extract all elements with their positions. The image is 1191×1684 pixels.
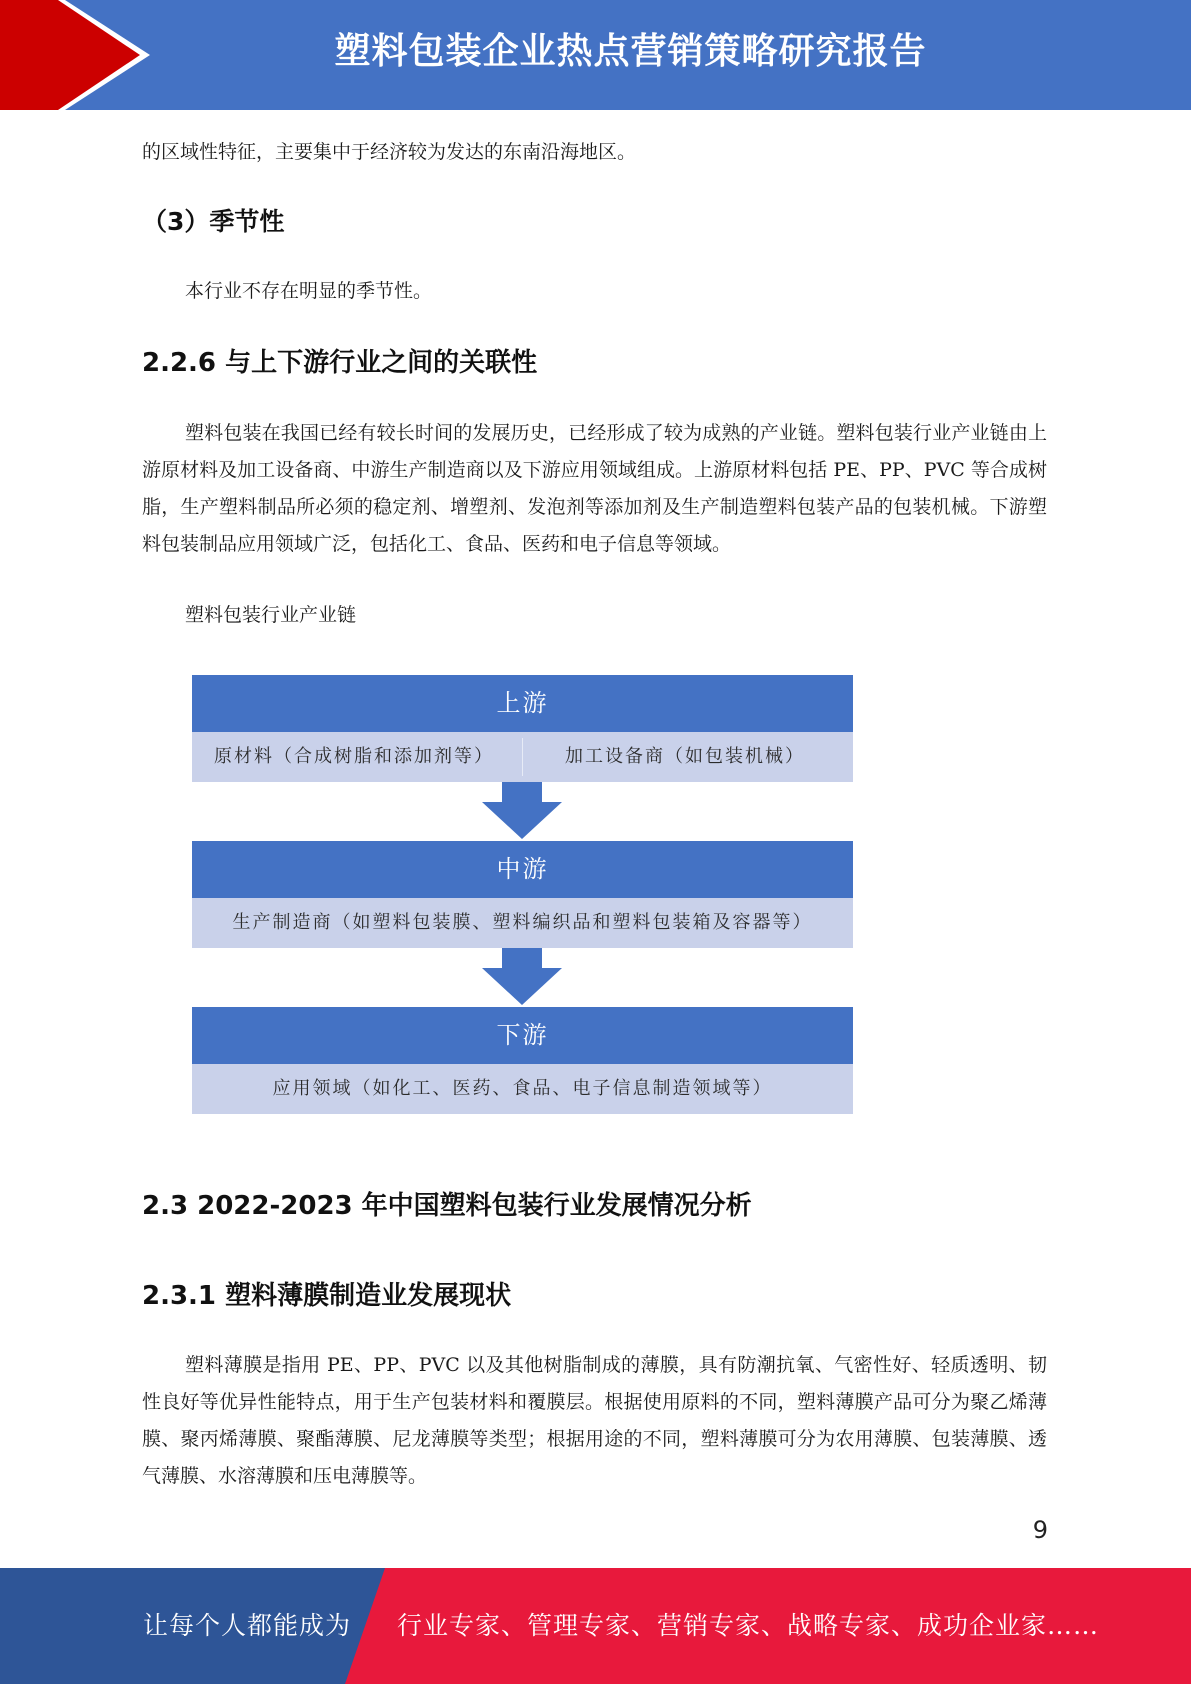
page-header (0, 0, 1191, 110)
upstream-details (192, 732, 853, 782)
report-title: 塑料包装企业热点营销策略研究报告 (334, 31, 927, 72)
heading-2-3: 2.3 2022-2023 年中国塑料包装行业发展情况分析 (142, 1191, 752, 1221)
industry-chain-diagram (192, 675, 853, 1115)
plastic-film-paragraph: 塑料薄膜是指用 PE、PP、PVC 以及其他树脂制成的薄膜，具有防潮抗氧、气密性好、轻质透明、韧性良好等优异性能特点，用于生产包装材料和覆膜层。根据使用原料的不同，塑料薄膜产品可分为聚乙烯薄膜、聚丙烯薄膜、聚酯薄膜、尼龙薄膜等类型；根据用途的不同，塑料薄膜可分为农用薄膜、包装薄膜、透气薄膜、水溶薄膜和压电薄膜等。 (142, 1354, 1047, 1487)
upstream-band: 上游 (192, 675, 853, 732)
heading-seasonal: （3）季节性 (142, 207, 285, 236)
industry-chain-paragraph: 塑料包装在我国已经有较长时间的发展历史，已经形成了较为成熟的产业链。塑料包装行业产业链由上游原材料及加工设备商、中游生产制造商以及下游应用领域组成。上游原材料包括 PE、PP、PVC 等合成树脂，生产塑料制品所必须的稳定剂、增塑剂、发泡剂等添加剂及生产制造塑料包装产品的包装机械。下游塑料包装制品应用领域广泛，包括化工、食品、医药和电子信息等领域。 (142, 422, 1047, 555)
midstream-band: 中游 (192, 841, 853, 898)
heading-2-3-1: 2.3.1 塑料薄膜制造业发展现状 (142, 1281, 512, 1311)
page-number: 9 (1032, 1516, 1048, 1544)
page-footer (0, 1568, 1191, 1684)
downstream-band: 下游 (192, 1007, 853, 1064)
intro-paragraph: 的区域性特征，主要集中于经济较为发达的东南沿海地区。 (142, 141, 637, 163)
diagram-caption: 塑料包装行业产业链 (185, 604, 357, 626)
seasonal-paragraph: 本行业不存在明显的季节性。 (185, 280, 433, 302)
footer-slogan-left: 让每个人都能成为 (143, 1611, 352, 1640)
heading-2-2-6: 2.2.6 与上下游行业之间的关联性 (142, 348, 538, 378)
down-arrow-icon (482, 948, 562, 1005)
footer-slogan-right: 行业专家、管理专家、营销专家、战略专家、成功企业家…… (397, 1611, 1100, 1640)
upstream-divider (522, 738, 523, 776)
midstream-details: 生产制造商（如塑料包装膜、塑料编织品和塑料包装箱及容器等） (192, 898, 853, 948)
downstream-details: 应用领域（如化工、医药、食品、电子信息制造领域等） (192, 1064, 853, 1114)
upstream-equipment: 加工设备商（如包装机械） (565, 746, 805, 767)
down-arrow-icon (482, 782, 562, 839)
upstream-raw-materials: 原材料（合成树脂和添加剂等） (214, 746, 494, 767)
